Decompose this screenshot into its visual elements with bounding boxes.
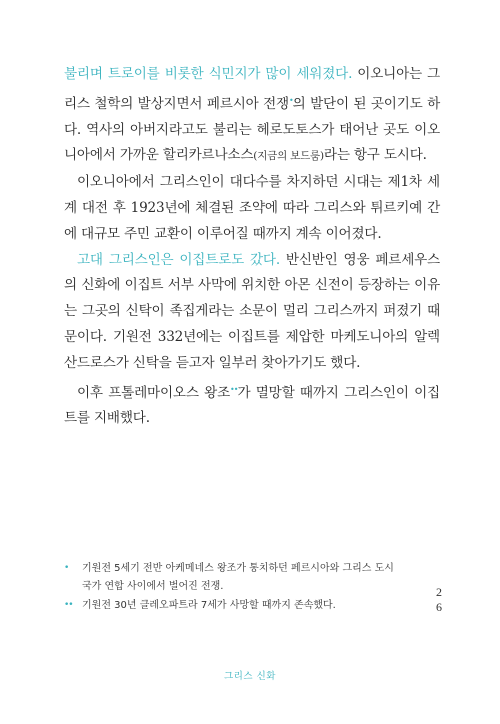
paragraph-text: 가 멸망할 때까지 그리스인이 이집트를 지배했다.	[64, 384, 440, 427]
footnote-2	[64, 597, 394, 615]
paragraph-text: 반신반인 영웅 페르세우스의 신화에 이집트 서부 사막에 위치한 아몬 신전이 등장하는 이유는 그곳의 신탁이 족집게라는 소문이 멀리 그리스까지 퍼졌기 때문이다. 기원전 332년에는 이집트를 제압한 마케도니아의 알렉산드로스가 신탁을 듣고자 일부러 찾아가기도 했다.	[64, 251, 440, 371]
page-number-digit: 2	[436, 585, 442, 599]
highlighted-sentence: 고대 그리스인은 이집트로도 갔다.	[77, 251, 280, 268]
highlighted-sentence: 불리며 트로이를 비롯한 식민지가 많이 세워졌다.	[64, 66, 353, 82]
page-number-digit: 6	[436, 600, 442, 614]
body-text	[64, 62, 440, 432]
paragraph-3	[64, 248, 440, 377]
paragraph-1	[64, 62, 440, 170]
footnote-text: 기원전 30년 클레오파트라 7세가 사망할 때까지 존속했다.	[82, 600, 336, 611]
running-footer: 그리스 신화	[224, 671, 276, 682]
footnotes	[64, 560, 394, 617]
footnote-marker-1: •	[288, 95, 293, 105]
footnote-marker-2: ••	[230, 384, 238, 394]
paragraph-text: 이오니아는 그리스 철학의 발상지면서 페르시아 전쟁	[64, 66, 440, 112]
paragraph-text: 라는 항구 도시다.	[323, 147, 427, 164]
footnote-text: 기원전 5세기 전반 아케메네스 왕조가 통치하던 페르시아와 그리스 도시 국가 연합 사이에서 벌어진 전쟁.	[82, 563, 394, 592]
footnote-bullet: •	[64, 563, 69, 573]
paragraph-4	[64, 377, 440, 433]
footnote-bullet: ••	[64, 600, 73, 610]
paragraph-2: 이오니아에서 그리스인이 대다수를 차지하던 시대는 제1차 세계 대전 후 1923년에 체결된 조약에 따라 그리스와 튀르키예 간에 대규모 주민 교환이 이루어질 때까지 계속 이어졌다.	[64, 174, 440, 242]
footnote-1	[64, 560, 394, 595]
page-number	[432, 585, 446, 615]
paragraph-text: 이후 프톨레마이오스 왕조	[77, 384, 230, 401]
paragraph-text: 의 발단이 된 곳이기도 하다. 역사의 아버지라고도 불리는 헤로도토스가 태어난 곳도 이오니아에서 가까운 할리카르나소스	[64, 95, 440, 164]
parenthetical-note: (지금의 보드룸)	[253, 150, 324, 163]
